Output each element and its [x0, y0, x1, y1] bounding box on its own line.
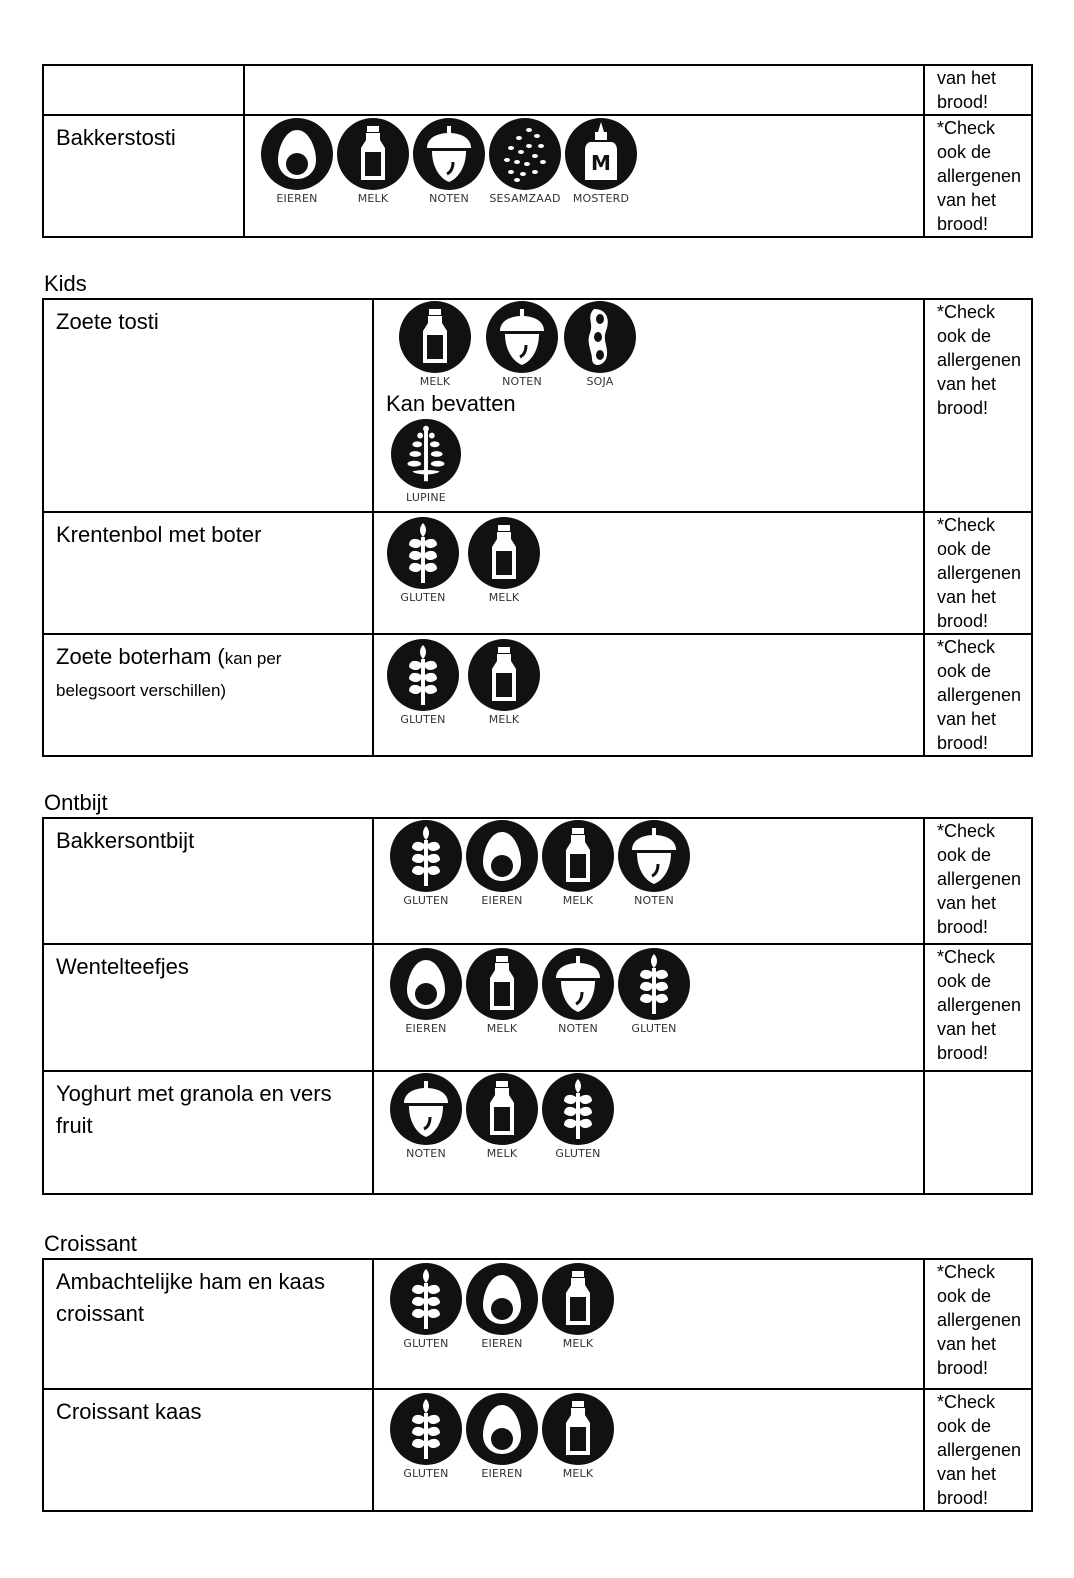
- product-name: Zoete tosti: [43, 299, 373, 512]
- table-row: [43, 818, 1032, 944]
- allergen-milk: MELK: [388, 301, 482, 389]
- wheat-icon: [387, 517, 459, 589]
- product-name: Yoghurt met granola en vers fruit: [43, 1071, 373, 1194]
- check-note: van het brood!: [924, 65, 1032, 115]
- table-kids: [42, 298, 1033, 757]
- allergen-milk: MELK: [335, 118, 411, 206]
- nut-icon: [486, 301, 558, 373]
- table-row: [43, 1259, 1032, 1389]
- egg-icon: [466, 1393, 538, 1465]
- nut-icon: [542, 948, 614, 1020]
- allergen-nuts: NOTEN: [540, 948, 616, 1036]
- wheat-icon: [390, 1393, 462, 1465]
- allergen-soy: SOJA: [562, 301, 638, 389]
- allergen-gluten: GLUTEN: [388, 1393, 464, 1481]
- milk-icon: [337, 118, 409, 190]
- wheat-icon: [390, 820, 462, 892]
- section-title-kids: Kids: [44, 271, 87, 296]
- allergen-egg: EIEREN: [464, 820, 540, 908]
- allergen-gluten: GLUTEN: [380, 639, 466, 727]
- milk-icon: [542, 1263, 614, 1335]
- nut-icon: [413, 118, 485, 190]
- wheat-icon: [387, 639, 459, 711]
- check-note: *Check ook de allergenen van het brood!: [924, 512, 1032, 634]
- milk-icon: [542, 1393, 614, 1465]
- allergen-sesame: SESAMZAAD: [487, 118, 563, 206]
- check-note: *Check ook de allergenen van het brood!: [924, 818, 1032, 944]
- table-row: [43, 65, 1032, 115]
- allergen-gluten: GLUTEN: [380, 517, 466, 605]
- allergen-gluten: GLUTEN: [388, 1263, 464, 1351]
- section-title-croissant: Croissant: [44, 1231, 137, 1256]
- egg-icon: [390, 948, 462, 1020]
- check-note: *Check ook de allergenen van het brood!: [924, 115, 1032, 237]
- product-name: Krentenbol met boter: [43, 512, 373, 634]
- may-contain-label: Kan bevatten: [386, 391, 516, 416]
- check-note: *Check ook de allergenen van het brood!: [924, 1259, 1032, 1389]
- allergen-gluten: GLUTEN: [540, 1073, 616, 1161]
- check-note: *Check ook de allergenen van het brood!: [924, 299, 1032, 512]
- lupine-icon: [391, 419, 461, 489]
- table-top: [42, 64, 1033, 238]
- egg-icon: [466, 820, 538, 892]
- table-row: [43, 115, 1032, 237]
- allergen-nuts: NOTEN: [388, 1073, 464, 1161]
- table-ontbijt: [42, 817, 1033, 1195]
- check-note: *Check ook de allergenen van het brood!: [924, 1389, 1032, 1511]
- allergen-milk: MELK: [464, 948, 540, 1036]
- egg-icon: [261, 118, 333, 190]
- table-row: [43, 1389, 1032, 1511]
- nut-icon: [618, 820, 690, 892]
- wheat-icon: [618, 948, 690, 1020]
- nut-icon: [390, 1073, 462, 1145]
- product-name: Ambachtelijke ham en kaas croissant: [43, 1259, 373, 1389]
- milk-icon: [466, 948, 538, 1020]
- allergen-gluten: GLUTEN: [388, 820, 464, 908]
- soy-icon: [564, 301, 636, 373]
- allergen-nuts: NOTEN: [616, 820, 692, 908]
- milk-icon: [466, 1073, 538, 1145]
- allergen-egg: EIEREN: [388, 948, 464, 1036]
- egg-icon: [466, 1263, 538, 1335]
- product-name: Bakkersontbijt: [43, 818, 373, 944]
- allergen-milk: MELK: [464, 1073, 540, 1161]
- allergen-milk: MELK: [540, 1393, 616, 1481]
- allergen-egg: EIEREN: [464, 1393, 540, 1481]
- allergen-mustard: MOSTERD: [563, 118, 639, 206]
- allergen-nuts: NOTEN: [482, 301, 562, 389]
- table-row: [43, 634, 1032, 756]
- allergen-egg: EIEREN: [464, 1263, 540, 1351]
- product-name: Croissant kaas: [43, 1389, 373, 1511]
- allergen-milk: MELK: [540, 820, 616, 908]
- wheat-icon: [390, 1263, 462, 1335]
- allergen-milk: MELK: [466, 517, 542, 605]
- check-note: *Check ook de allergenen van het brood!: [924, 944, 1032, 1071]
- product-name: Zoete boterham (kan per belegsoort verschillen): [43, 634, 373, 756]
- table-row: [43, 512, 1032, 634]
- allergen-milk: MELK: [466, 639, 542, 727]
- allergen-egg: EIEREN: [259, 118, 335, 206]
- table-row: [43, 1071, 1032, 1194]
- table-row: [43, 944, 1032, 1071]
- table-row: [43, 299, 1032, 512]
- sesame-icon: [489, 118, 561, 190]
- milk-icon: [399, 301, 471, 373]
- table-croissant: [42, 1258, 1033, 1512]
- milk-icon: [542, 820, 614, 892]
- product-name: Bakkerstosti: [43, 115, 244, 237]
- allergen-nuts: NOTEN: [411, 118, 487, 206]
- milk-icon: [468, 639, 540, 711]
- wheat-icon: [542, 1073, 614, 1145]
- section-title-ontbijt: Ontbijt: [44, 790, 108, 815]
- allergen-lupine: LUPINE: [388, 419, 464, 505]
- allergen-gluten: GLUTEN: [616, 948, 692, 1036]
- check-note: *Check ook de allergenen van het brood!: [924, 634, 1032, 756]
- product-name: Wentelteefjes: [43, 944, 373, 1071]
- mustard-icon: [565, 118, 637, 190]
- milk-icon: [468, 517, 540, 589]
- allergen-milk: MELK: [540, 1263, 616, 1351]
